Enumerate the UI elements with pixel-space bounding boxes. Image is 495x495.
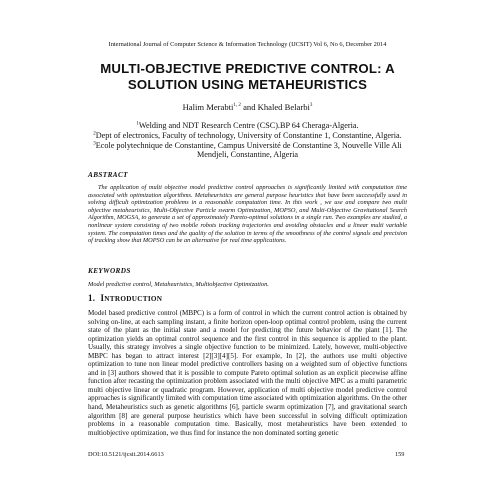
section-initial: I — [100, 293, 105, 303]
affil-mark: 1 — [136, 121, 139, 127]
author-name: Halim Merabti — [182, 102, 234, 112]
section-number: 1. — [88, 293, 96, 303]
affiliation — [88, 141, 407, 161]
doi-footer: DOI:10.5121/ijcsit.2014.6613 — [88, 451, 164, 458]
page-number: 159 — [395, 451, 405, 458]
abstract-text: The application of multi objective model predictive control approaches is significantly limited with computation time associated with optimization algorithms. Metaheuristics are general purpose heuristics that have been successfully used in solving difficult optimization problems in a reasonable computation time. In this work , we use and compare two multi objective metaheuristics, Multi-Objective Particle swarm Optimization, MOPSO, and Multi-Objective Gravitational Search Algorithm, MOGSA, to generate a set of approximately Pareto-optimal solutions in a single run. Two examples are studied, a nonlinear system consisting of two mobile robots tracking trajectories and avoiding obstacles and a linear multi variable system. The computation times and the quality of the solution in terms of the smoothness of the control signals and precision of tracking show that MOPSO can be an alternative for real time applications. — [88, 184, 407, 245]
section-title-rest: NTRODUCTION — [104, 295, 163, 303]
keywords-text: Model predictive control, Metaheuristics, Multiobjective Optimization. — [88, 281, 269, 288]
affil-mark: 3 — [93, 140, 96, 146]
author-name: Khaled Belarbi — [257, 102, 310, 112]
body-paragraph: Model based predictive control (MBPC) is a form of control in which the current control action is obtained by solving on-line, at each sampling instant, a finite horizon open-loop optimal control problem, using the current state of the plant as the initial state and a model for predicting the future behavior of the plant [1]. The optimization yields an optimal control sequence and the first control in this sequence is applied to the plant. Usually, this strategy involves a single objective function to be minimized. Lately, however, multi-objective MBPC has began to attract interest [2][3][4][5]. For example, In [2], the authors use multi objective optimization to tune non linear model predictive controllers basing on a weighted sum of objective functions and in [3] authors showed that it is possible to compute Pareto optimal solution as an explicit piecewise affine function after recasting the optimization problem associated with the multi objective MPC as a multi parametric multi objective linear or quadratic program. However, application of multi objective model predictive control approaches is significantly limited with computation time associated with optimization algorithms. On the other hand, Metaheuristics such as genetic algorithms [6], particle swarm optimization [7], and gravitational search algorithm [8] are general purpose heuristics which have been successful in solving difficult optimization problems in a reasonable computation time. Basically, most metaheuristics have been extended to multiobjective optimization, we thus find for instance the non dominated sorting genetic — [88, 309, 407, 437]
affil-text: Dept of electronics, Faculty of technology, University of Constantine 1, Constantine, Algeria. — [95, 130, 402, 140]
paper-title: MULTI-OBJECTIVE PREDICTIVE CONTROL: A SOLUTION USING METAHEURISTICS — [100, 61, 395, 92]
journal-header: International Journal of Computer Science & Information Technology (IJCSIT) Vol 6, No 6, December 2014 — [108, 41, 387, 48]
author-affil-mark: 3 — [309, 103, 313, 109]
affil-text: Ecole polytechnique de Constantine, Campus Université de Constantine 3, Nouvelle Ville Ali Mendjeli, Constantine, Algeria — [95, 140, 402, 160]
author-line — [0, 102, 495, 112]
affil-mark: 2 — [93, 131, 96, 137]
abstract-heading: ABSTRACT — [88, 171, 128, 179]
author-conjunction: and — [243, 102, 256, 112]
section-heading — [88, 293, 162, 303]
affil-text: Welding and NDT Research Centre (CSC).BP 64 Cheraga-Algeria. — [138, 121, 359, 130]
affiliation — [88, 131, 407, 141]
affiliation — [88, 121, 407, 131]
keywords-heading: KEYWORDS — [88, 267, 131, 275]
author-affil-mark: 1, 2 — [233, 103, 241, 109]
affiliations — [88, 121, 407, 160]
